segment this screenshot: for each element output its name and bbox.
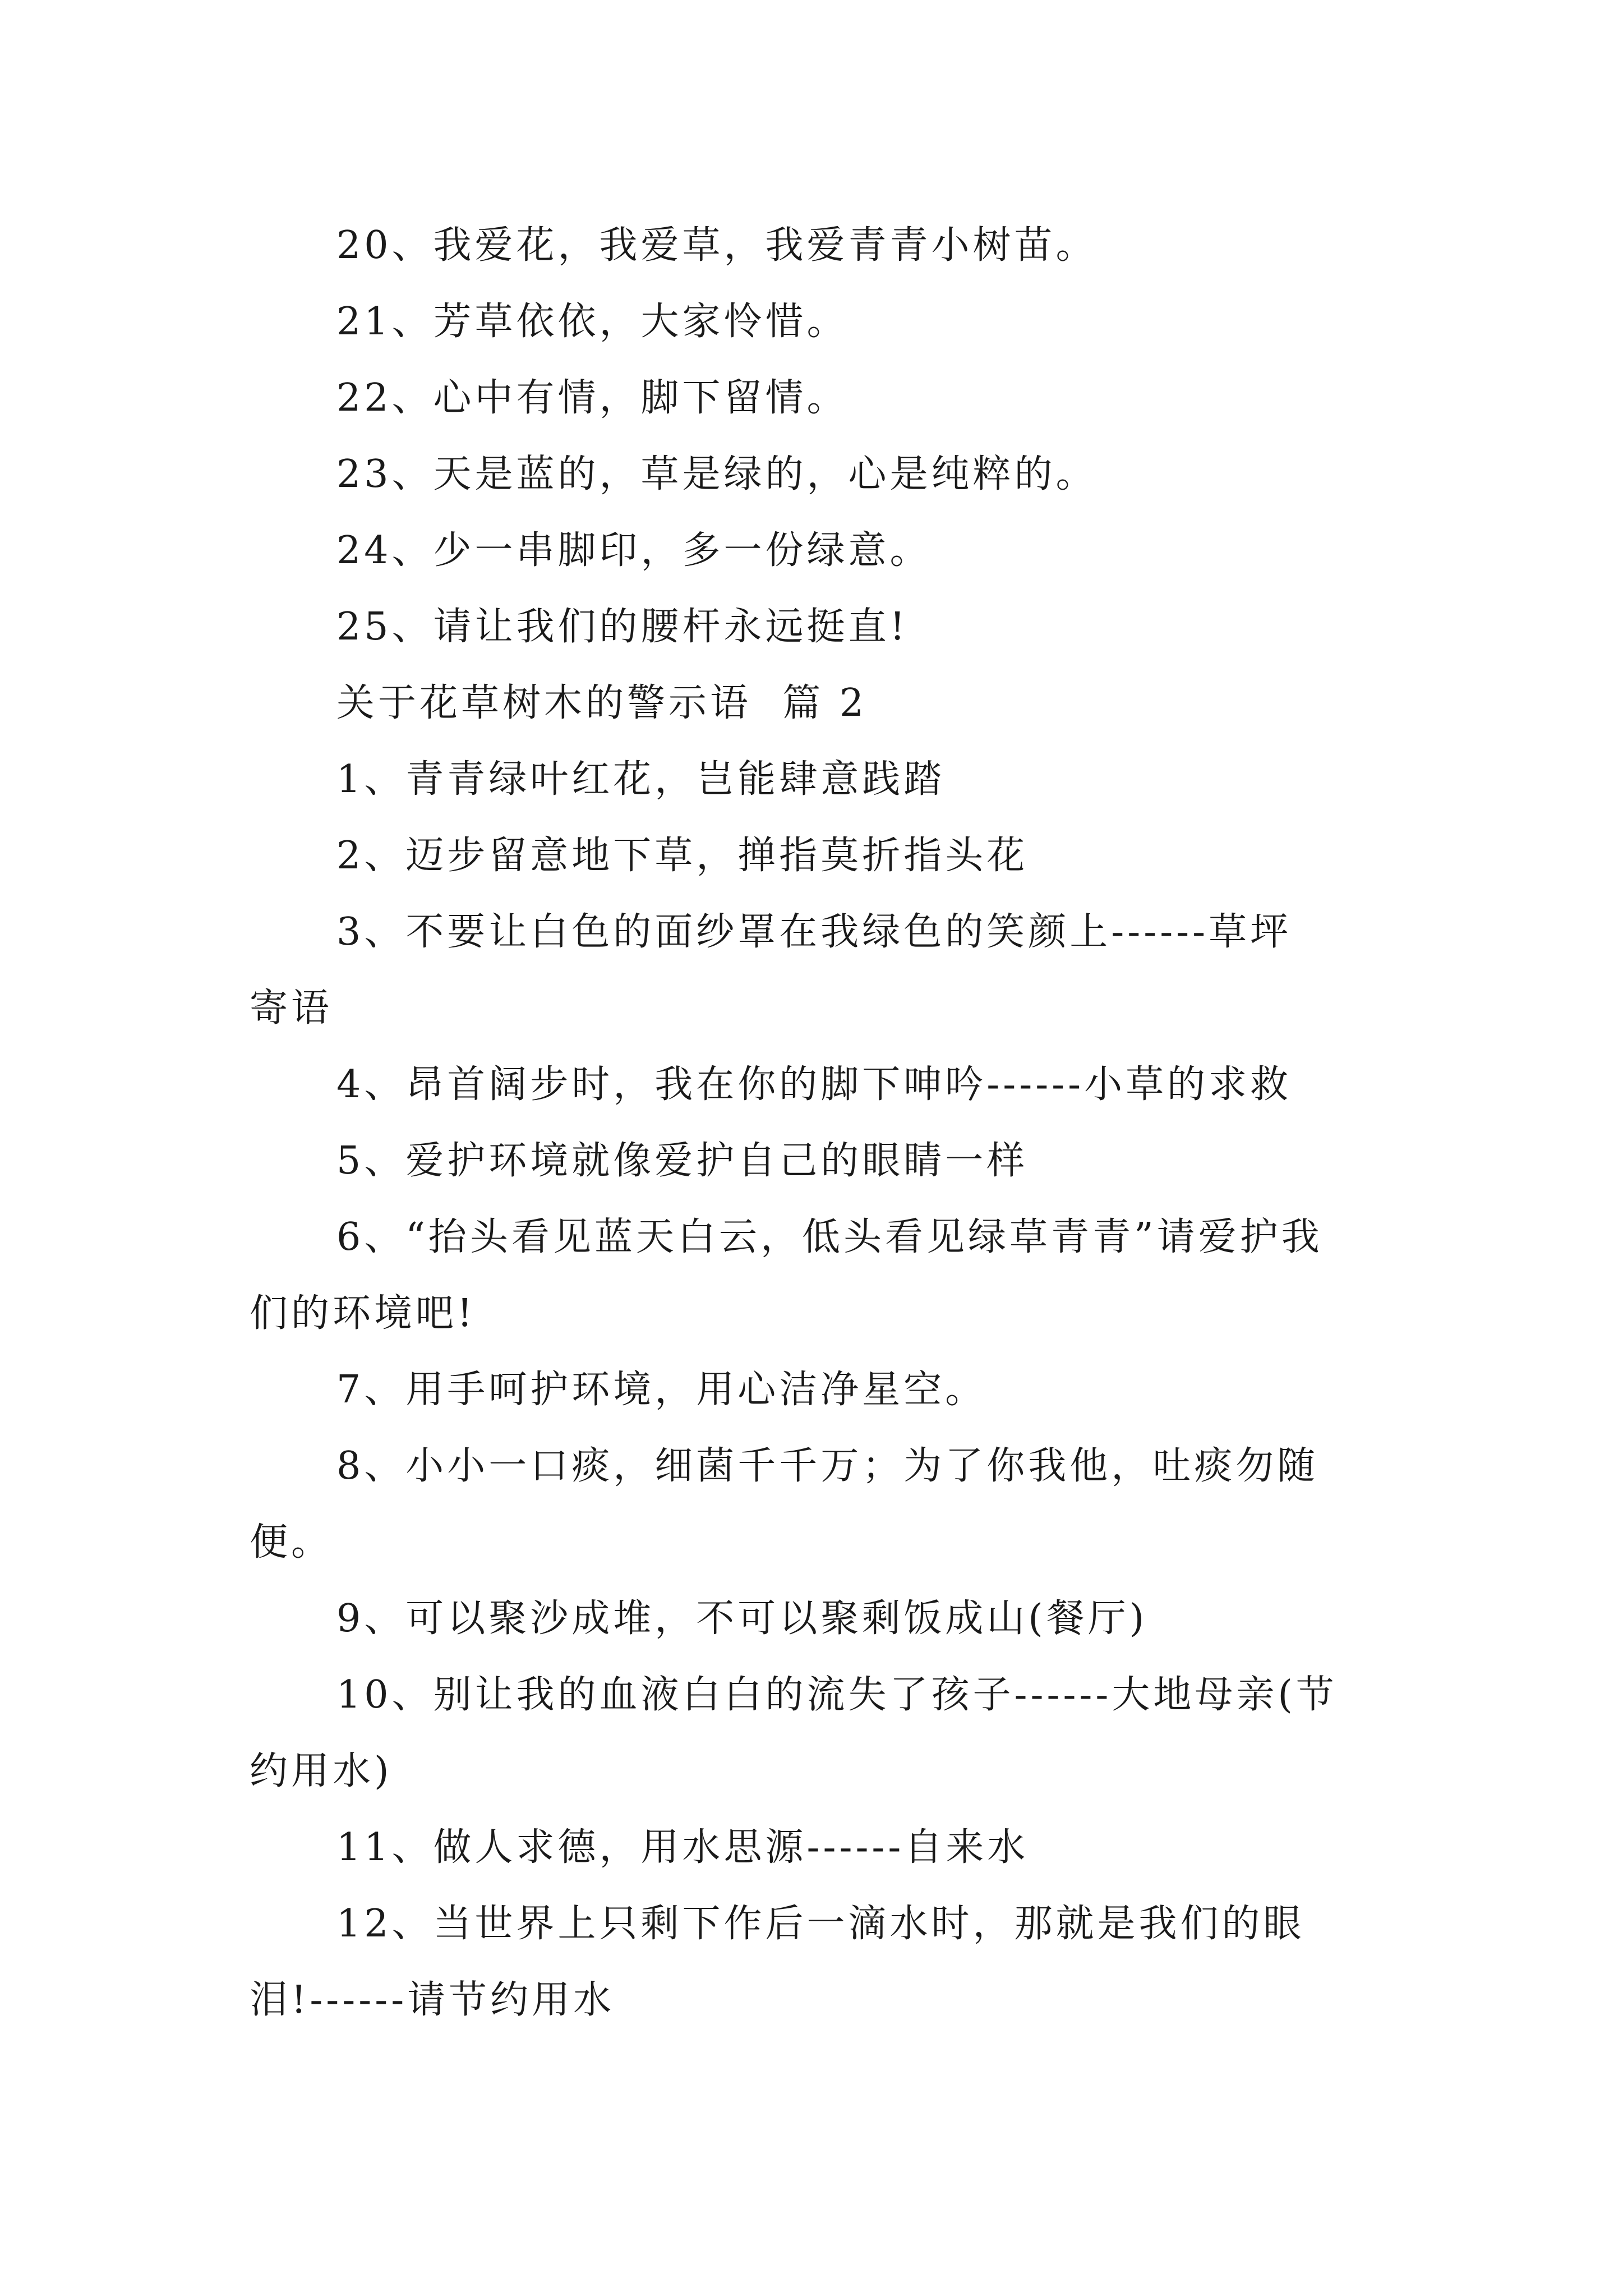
- text-line: 5、爱护环境就像爱护自己的眼睛一样: [336, 1139, 1029, 1183]
- text-line: 4、昂首阔步时，我在你的脚下呻吟------小草的求救: [336, 1062, 1292, 1107]
- text-line-continuation: 们的环境吧!: [250, 1291, 476, 1336]
- text-line: 25、请让我们的腰杆永远挺直!: [336, 605, 909, 649]
- text-line: 12、当世界上只剩下作后一滴水时，那就是我们的眼: [336, 1902, 1305, 1946]
- section-heading: 关于花草树木的警示语 篇 2: [336, 681, 868, 725]
- text-line: 24、少一串脚印，多一份绿意。: [336, 528, 932, 573]
- text-line: 23、天是蓝的，草是绿的，心是纯粹的。: [336, 452, 1098, 496]
- text-line: 1、青青绿叶红花，岂能肆意践踏: [336, 757, 946, 802]
- document-body: [250, 208, 1377, 2039]
- text-line: 9、可以聚沙成堆，不可以聚剩饭成山(餐厅): [336, 1596, 1148, 1641]
- text-line: 3、不要让白色的面纱罩在我绿色的笑颜上------草坪: [336, 910, 1292, 954]
- text-line: 21、芳草依依，大家怜惜。: [336, 300, 849, 344]
- text-line: 10、别让我的血液白白的流失了孩子------大地母亲(节: [336, 1673, 1338, 1717]
- text-line: 11、做人求德，用水思源------自来水: [336, 1825, 1029, 1870]
- text-line: 8、小小一口痰，细菌千千万；为了你我他，吐痰勿随: [336, 1444, 1319, 1488]
- text-line-continuation: 便。: [250, 1520, 333, 1565]
- text-line-continuation: 泪!------请节约用水: [250, 1978, 615, 2022]
- text-line: 20、我爱花，我爱草，我爱青青小树苗。: [336, 223, 1098, 268]
- text-line: 2、迈步留意地下草，掸指莫折指头花: [336, 834, 1029, 878]
- text-line: 6、“抬头看见蓝天白云，低头看见绿草青青”请爱护我: [336, 1215, 1323, 1259]
- text-line-continuation: 约用水): [250, 1749, 393, 1793]
- text-line: 22、心中有情，脚下留情。: [336, 376, 849, 420]
- text-line-continuation: 寄语: [250, 986, 333, 1030]
- text-line: 7、用手呵护环境，用心洁净星空。: [336, 1368, 987, 1412]
